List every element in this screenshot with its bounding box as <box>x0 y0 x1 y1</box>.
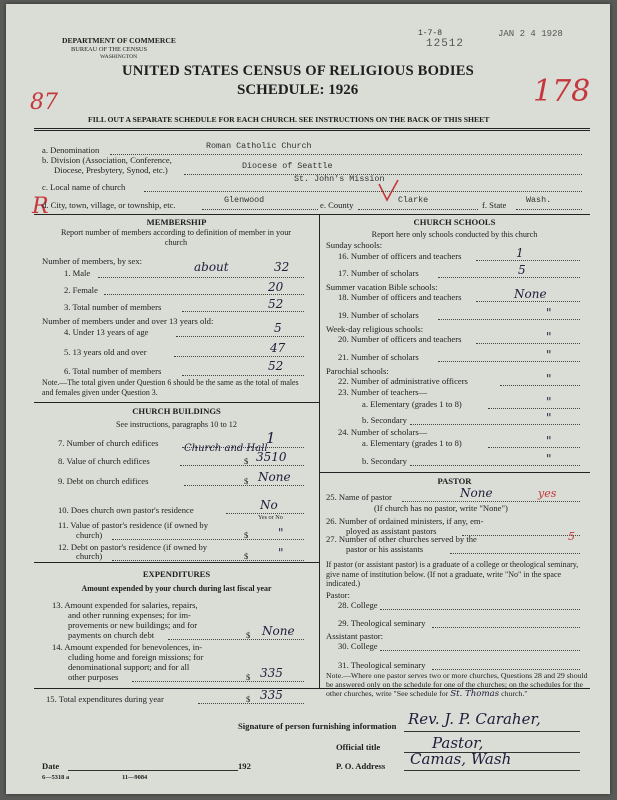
q27-label-1: 27. Number of other churches served by the <box>326 534 477 544</box>
q14-line-3: denominational support; and for all <box>68 662 190 672</box>
state-label: f. State <box>482 200 507 210</box>
q2-label: 2. Female <box>64 285 98 295</box>
q3-label: 3. Total number of members <box>64 302 162 312</box>
q19-line <box>438 319 580 320</box>
weekday-label: Week-day religious schools: <box>326 324 424 334</box>
q8-line <box>180 465 304 466</box>
q26-line <box>462 535 580 536</box>
q14-value: 335 <box>260 666 283 680</box>
county-value: Clarke <box>398 195 429 205</box>
red-mark-r: R <box>32 194 49 219</box>
expenditures-title: EXPENDITURES <box>142 569 211 579</box>
q11-label-2: church) <box>76 530 103 540</box>
q16-label: 16. Number of officers and teachers <box>338 251 462 261</box>
q21-value: " <box>546 348 552 362</box>
membership-intro: Report number of members according to definition of member in your church <box>60 228 292 247</box>
q12-label-2: church) <box>76 551 103 561</box>
q16-line <box>476 260 580 261</box>
pastor-title: PASTOR <box>437 476 472 486</box>
summer-label: Summer vacation Bible schools: <box>326 282 438 292</box>
q14-currency: $ <box>246 672 251 682</box>
rule <box>319 472 590 473</box>
denomination-label: a. Denomination <box>42 145 100 155</box>
city-label: d. City, town, village, or township, etc. <box>42 200 176 210</box>
denomination-line <box>110 154 582 155</box>
q1-label: 1. Male <box>64 268 91 278</box>
q27-line <box>450 553 580 554</box>
q5-value: 47 <box>270 341 286 355</box>
local-line <box>144 191 582 192</box>
grad-note: If pastor (or assistant pastor) is a graduate of a college or theological seminary, give name of institution below. (If not a graduate, write "No" in the space indicated.) <box>326 560 579 589</box>
q3-value: 52 <box>268 297 284 311</box>
q13-line-3: provements or new buildings; and for <box>68 620 198 630</box>
q12-value: " <box>278 546 284 560</box>
local-label: c. Local name of church <box>42 182 126 192</box>
q22-label: 22. Number of administrative officers <box>338 376 468 386</box>
q14-line-2: cluding home and foreign missions; for <box>68 652 204 662</box>
q1-prefix: about <box>194 260 229 274</box>
q30-line <box>380 650 580 651</box>
column-divider <box>319 214 320 688</box>
pastor-note <box>326 671 588 700</box>
q13-line-1: 13. Amount expended for salaries, repairs, <box>52 600 198 610</box>
buildings-sub: See instructions, paragraphs 10 to 12 <box>116 420 237 429</box>
buildings-title: CHURCH BUILDINGS <box>132 406 221 416</box>
q12-line <box>112 560 304 561</box>
schedule-title: SCHEDULE: 1926 <box>237 82 359 98</box>
red-mark-left: 87 <box>30 90 58 115</box>
q24b-label: b. Secondary <box>362 456 407 466</box>
q20-line <box>476 343 580 344</box>
q20-value: " <box>546 330 552 344</box>
form-number: 6—5318 a <box>42 774 70 781</box>
division-label-1: b. Division (Association, Conference, <box>42 155 172 165</box>
date-line <box>68 770 238 771</box>
q1-line <box>98 277 304 278</box>
by-sex-label: Number of members, by sex: <box>42 256 142 266</box>
official-title-value: Pastor, <box>432 734 484 752</box>
q18-value: None <box>514 287 547 301</box>
address-label: P. O. Address <box>336 761 386 771</box>
q22-line <box>500 385 580 386</box>
q24b-line <box>410 465 580 466</box>
q11-line <box>112 539 304 540</box>
q6-label: 6. Total number of members <box>64 366 162 376</box>
age-head: Number of members under and over 13 years old: <box>42 316 214 326</box>
pastor-sub-label: Pastor: <box>326 590 350 600</box>
state-line <box>516 209 582 210</box>
q28-line <box>380 609 580 610</box>
q5-line <box>174 356 304 357</box>
stamp-code: 1-7-8 <box>418 29 443 38</box>
q19-label: 19. Number of scholars <box>338 310 419 320</box>
yes-no-hint: Yes or No <box>258 514 283 521</box>
pastor-note-fill: St. Thomas <box>450 689 500 700</box>
q24a-line <box>488 447 580 448</box>
sunday-label: Sunday schools: <box>326 240 383 250</box>
q25-red-note: yes <box>538 487 557 500</box>
q7-note: Church and Hall <box>184 443 268 454</box>
q4-value: 5 <box>274 321 282 335</box>
print-number: 11—9084 <box>122 774 148 781</box>
q15-label: 15. Total expenditures during year <box>46 694 164 704</box>
q13-line <box>168 639 304 640</box>
rule <box>34 562 319 563</box>
q16-value: 1 <box>516 246 524 260</box>
q26-label-1: 26. Number of ordained ministers, if any, em- <box>326 516 484 526</box>
q9-label: 9. Debt on church edifices <box>58 476 149 486</box>
local-value: St. John's Mission <box>294 174 385 184</box>
division-label-2: Diocese, Presbytery, Synod, etc.) <box>54 165 168 175</box>
q2-line <box>104 294 304 295</box>
q4-label: 4. Under 13 years of age <box>64 327 149 337</box>
q18-line <box>476 301 580 302</box>
rule <box>34 130 590 131</box>
rule <box>34 214 590 215</box>
q23a-label: a. Elementary (grades 1 to 8) <box>362 399 462 409</box>
q1-value: 32 <box>274 260 290 274</box>
q27-red-note: 5 <box>568 530 575 543</box>
q11-value: " <box>278 526 284 540</box>
q31-line <box>432 669 580 670</box>
city-line <box>202 209 318 210</box>
q10-label: 10. Does church own pastor's residence <box>58 505 194 515</box>
instruction-line: FILL OUT A SEPARATE SCHEDULE FOR EACH CHURCH. SEE INSTRUCTIONS ON THE BACK OF THIS SHEET <box>88 115 490 124</box>
date-label: Date <box>42 761 60 771</box>
address-value: Camas, Wash <box>410 750 512 768</box>
q9-currency: $ <box>244 476 249 486</box>
dept-label: DEPARTMENT OF COMMERCE <box>62 36 176 45</box>
q25-label: 25. Name of pastor <box>326 492 392 502</box>
q15-line <box>198 703 304 704</box>
schools-title: CHURCH SCHOOLS <box>413 217 496 227</box>
q2-value: 20 <box>268 280 284 294</box>
q23a-value: " <box>546 395 552 409</box>
city-value: Glenwood <box>224 195 265 205</box>
q17-line <box>438 277 580 278</box>
q21-line <box>438 361 580 362</box>
form-title: UNITED STATES CENSUS OF RELIGIOUS BODIES <box>122 63 474 79</box>
denomination-value: Roman Catholic Church <box>206 141 312 151</box>
bureau-label: BUREAU OF THE CENSUS <box>71 46 148 53</box>
q23-label: 23. Number of teachers— <box>338 387 428 397</box>
q20-label: 20. Number of officers and teachers <box>338 334 462 344</box>
q24a-label: a. Elementary (grades 1 to 8) <box>362 438 462 448</box>
signature-label: Signature of person furnishing information <box>238 721 397 731</box>
parochial-label: Parochial schools: <box>326 366 389 376</box>
division-value: Diocese of Seattle <box>242 161 333 171</box>
membership-note: Note.—The total given under Question 6 should be the same as the total of males and females given under Question 3. <box>42 378 299 397</box>
q4-line <box>176 336 304 337</box>
pastor-note-end: church." <box>501 689 528 699</box>
q27-label-2: pastor or his assistants <box>346 544 424 554</box>
q15-currency: $ <box>246 694 251 704</box>
q23b-line <box>410 424 580 425</box>
q11-currency: $ <box>244 530 249 540</box>
q24a-value: " <box>546 434 552 448</box>
q7-label: 7. Number of church edifices <box>58 438 159 448</box>
q29-label: 29. Theological seminary <box>338 618 426 628</box>
q17-value: 5 <box>518 263 526 277</box>
q29-line <box>432 627 580 628</box>
pastor-note-text: Note.—Where one pastor serves two or more churches, Questions 28 and 29 should be answered only on the schedule for one of the churches; on the schedules for the other churches, write "See schedule for <box>326 671 588 699</box>
q23a-line <box>488 408 580 409</box>
county-label: e. County <box>320 200 354 210</box>
address-line <box>404 770 580 771</box>
stamp-number: 12512 <box>426 38 465 50</box>
q22-value: " <box>546 372 552 386</box>
q10-value: No <box>260 498 278 512</box>
rule <box>34 128 590 129</box>
official-title-label: Official title <box>336 742 381 752</box>
county-line <box>358 209 478 210</box>
q13-line-2: and other running expenses; for im- <box>68 610 191 620</box>
q19-value: " <box>546 306 552 320</box>
q8-currency: $ <box>244 456 249 466</box>
signature-line <box>404 731 580 732</box>
q11-label-1: 11. Value of pastor's residence (if owned by <box>58 520 208 530</box>
q21-label: 21. Number of scholars <box>338 352 419 362</box>
q7-value: 1 <box>266 429 276 447</box>
q30-label: 30. College <box>338 641 378 651</box>
q28-label: 28. College <box>338 600 378 610</box>
q9-value: None <box>258 470 291 484</box>
q15-value: 335 <box>260 688 283 702</box>
q23b-label: b. Secondary <box>362 415 407 425</box>
red-mark-right: 178 <box>533 74 591 109</box>
q26-label-2: ployed as assistant pastors <box>346 526 437 536</box>
q13-value: None <box>262 624 295 638</box>
q5-label: 5. 13 years old and over <box>64 347 147 357</box>
q8-value: 3510 <box>256 450 287 464</box>
assistant-label: Assistant pastor: <box>326 631 384 641</box>
q13-line-4: payments on church debt <box>68 630 155 640</box>
signature-value: Rev. J. P. Caraher, <box>408 710 541 728</box>
rule <box>34 402 319 403</box>
q23b-value: " <box>546 411 552 425</box>
census-form-sheet <box>6 4 610 794</box>
q17-label: 17. Number of scholars <box>338 268 419 278</box>
q18-label: 18. Number of officers and teachers <box>338 292 462 302</box>
q3-line <box>182 311 304 312</box>
membership-title: MEMBERSHIP <box>146 217 207 227</box>
q24b-value: " <box>546 452 552 466</box>
q12-label-1: 12. Debt on pastor's residence (if owned by <box>58 542 208 552</box>
q25-hint: (If church has no pastor, write "None") <box>374 503 508 513</box>
q14-line-4: other purposes <box>68 672 119 682</box>
q31-label: 31. Theological seminary <box>338 660 426 670</box>
q6-value: 52 <box>268 359 284 373</box>
state-value: Wash. <box>526 195 552 205</box>
q25-line <box>402 501 580 502</box>
q6-line <box>182 375 304 376</box>
q8-label: 8. Value of church edifices <box>58 456 150 466</box>
q14-line-1: 14. Amount expended for benevolences, in- <box>52 642 203 652</box>
city-label: WASHINGTON <box>100 54 138 60</box>
q13-currency: $ <box>246 630 251 640</box>
schools-sub: Report here only schools conducted by this church <box>371 230 538 239</box>
q24-label: 24. Number of scholars— <box>338 427 428 437</box>
q12-currency: $ <box>244 551 249 561</box>
q9-line <box>184 485 304 486</box>
expenditures-sub: Amount expended by your church during last fiscal year <box>81 584 272 593</box>
q14-line <box>132 681 304 682</box>
q25-value: None <box>460 486 493 500</box>
year-label: 192 <box>238 761 251 771</box>
stamp-date: JAN 2 4 1928 <box>498 29 563 39</box>
